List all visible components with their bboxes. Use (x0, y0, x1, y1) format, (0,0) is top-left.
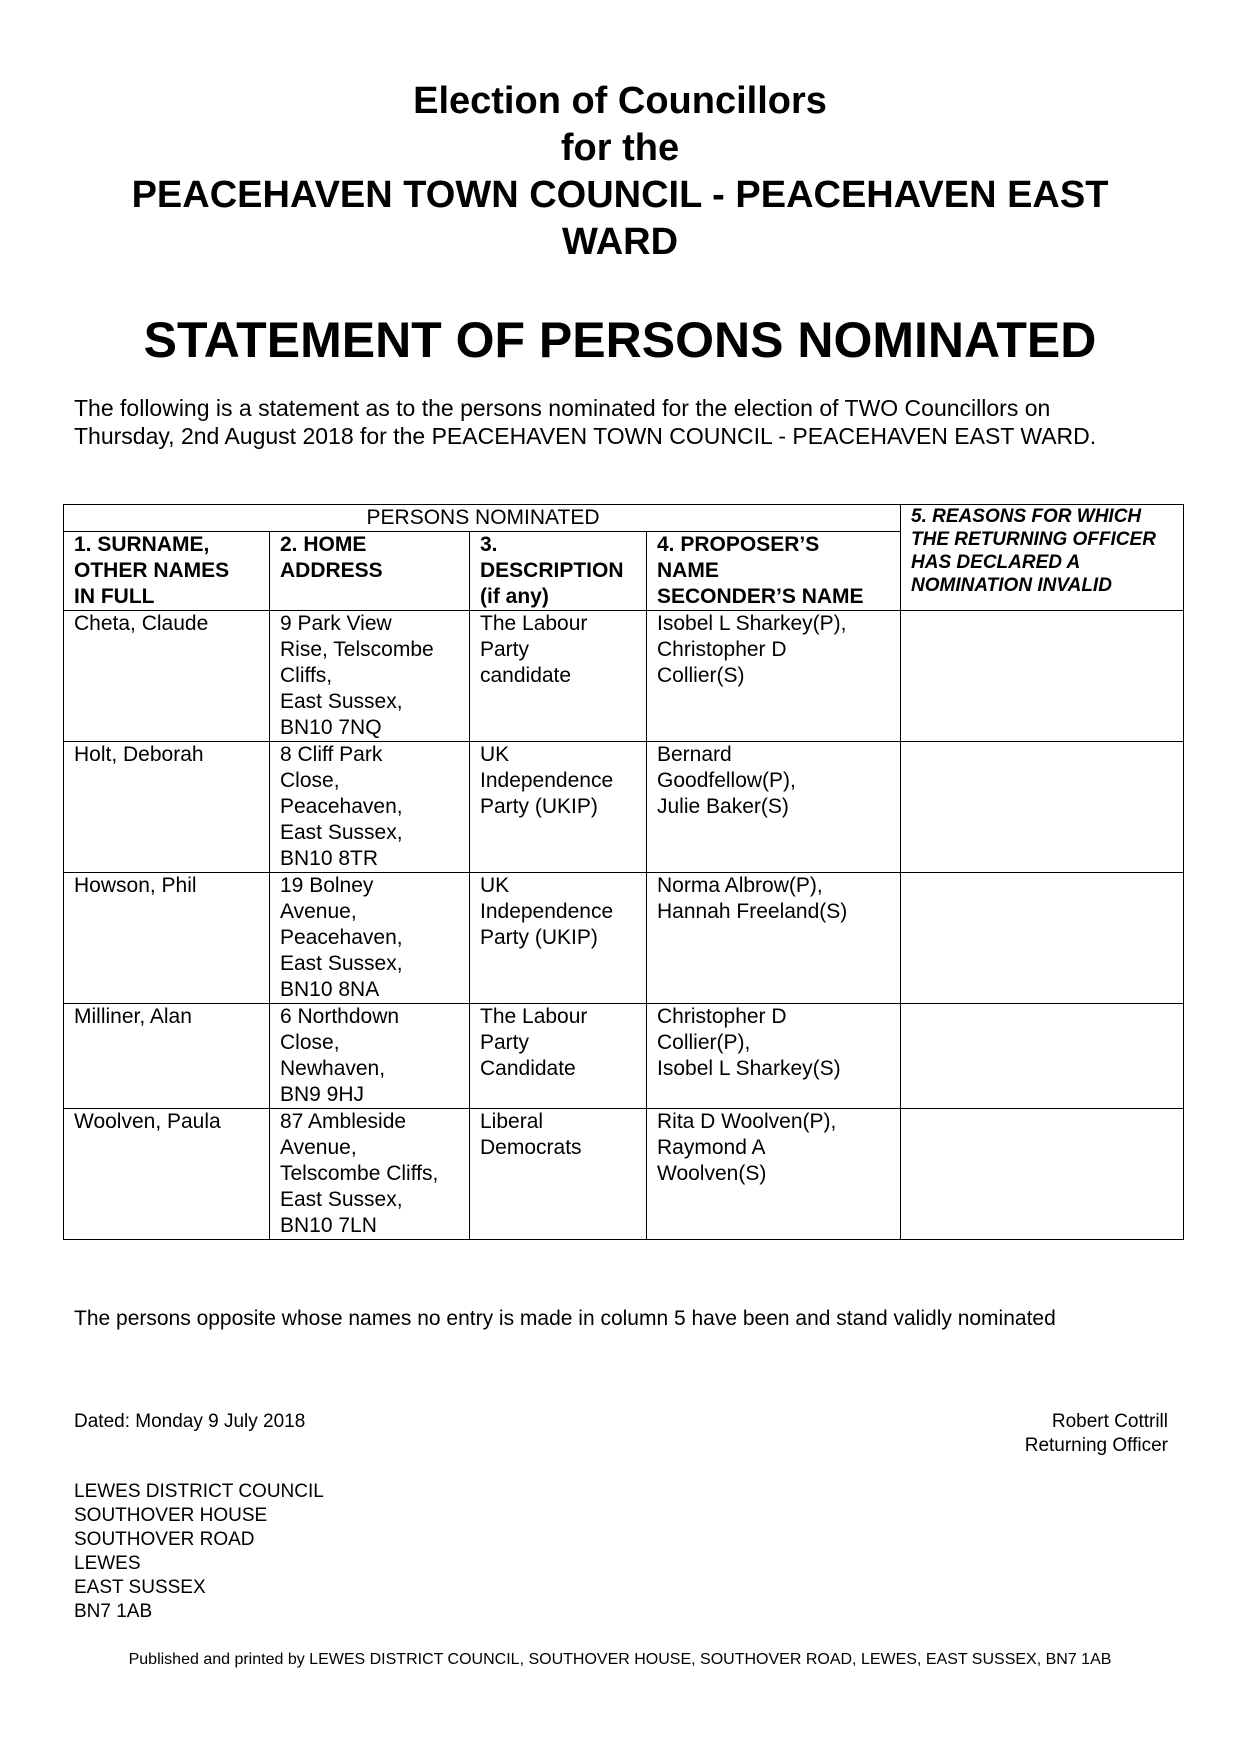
council-address (74, 1480, 324, 1624)
candidate-address: 9 Park View Rise, Telscombe Cliffs, East Sussex, BN10 7NQ (270, 611, 470, 742)
address-line: LEWES (74, 1553, 141, 1574)
candidate-reasons (901, 611, 1184, 742)
candidate-reasons (901, 873, 1184, 1004)
officer-role: Returning Officer (1024, 1435, 1168, 1456)
candidate-proposer: Bernard Goodfellow(P), Julie Baker(S) (647, 742, 901, 873)
table-row (64, 873, 1184, 1004)
title-line-2: for the (560, 127, 680, 169)
statement-heading: STATEMENT OF PERSONS NOMINATED (143, 312, 1097, 368)
candidate-description: The Labour Party Candidate (470, 1004, 647, 1109)
column-header-description: 3. DESCRIPTION (if any) (470, 532, 647, 611)
title-line-3: PEACEHAVEN TOWN COUNCIL - PEACEHAVEN EAST (131, 174, 1109, 216)
candidate-address: 19 Bolney Avenue, Peacehaven, East Sussex, BN10 8NA (270, 873, 470, 1004)
candidate-name: Howson, Phil (64, 873, 270, 1004)
column-header-reasons: 5. REASONS FOR WHICH THE RETURNING OFFICER HAS DECLARED A NOMINATION INVALID (901, 505, 1184, 611)
address-line: SOUTHOVER ROAD (74, 1529, 255, 1550)
candidate-description: UK Independence Party (UKIP) (470, 742, 647, 873)
candidate-proposer: Christopher D Collier(P), Isobel L Sharkey(S) (647, 1004, 901, 1109)
candidate-name: Milliner, Alan (64, 1004, 270, 1109)
election-title (80, 78, 1160, 266)
candidate-proposer: Rita D Woolven(P), Raymond A Woolven(S) (647, 1109, 901, 1240)
candidate-description: The Labour Party candidate (470, 611, 647, 742)
candidate-reasons (901, 742, 1184, 873)
address-line: BN7 1AB (74, 1601, 153, 1622)
candidate-description: Liberal Democrats (470, 1109, 647, 1240)
column-header-address: 2. HOME ADDRESS (270, 532, 470, 611)
candidate-name: Holt, Deborah (64, 742, 270, 873)
column-header-surname: 1. SURNAME, OTHER NAMES IN FULL (64, 532, 270, 611)
intro-paragraph: The following is a statement as to the persons nominated for the election of TWO Councillors on Thursday, 2nd August 2018 for the PEACEHAVEN TOWN COUNCIL - PEACEHAVEN EAST WARD. (74, 395, 1097, 449)
candidate-name: Cheta, Claude (64, 611, 270, 742)
address-line: LEWES DISTRICT COUNCIL (74, 1481, 324, 1502)
officer-name: Robert Cottrill (1051, 1411, 1168, 1432)
table-row (64, 1004, 1184, 1109)
nominations-table (63, 504, 1184, 1240)
candidate-reasons (901, 1004, 1184, 1109)
table-row (64, 742, 1184, 873)
title-line-4: WARD (561, 221, 679, 263)
candidate-address: 8 Cliff Park Close, Peacehaven, East Sussex, BN10 8TR (270, 742, 470, 873)
returning-officer (1025, 1410, 1168, 1458)
candidate-proposer: Norma Albrow(P), Hannah Freeland(S) (647, 873, 901, 1004)
candidate-address: 87 Ambleside Avenue, Telscombe Cliffs, East Sussex, BN10 7LN (270, 1109, 470, 1240)
date-statement: Dated: Monday 9 July 2018 (74, 1411, 306, 1432)
candidate-description: UK Independence Party (UKIP) (470, 873, 647, 1004)
publisher-footer: Published and printed by LEWES DISTRICT COUNCIL, SOUTHOVER HOUSE, SOUTHOVER ROAD, LEWES, EAST SUSSEX, BN7 1AB (128, 1651, 1112, 1668)
candidate-proposer: Isobel L Sharkey(P), Christopher D Collier(S) (647, 611, 901, 742)
title-line-1: Election of Councillors (413, 80, 827, 122)
persons-nominated-header: PERSONS NOMINATED (64, 505, 901, 532)
address-line: SOUTHOVER HOUSE (74, 1505, 268, 1526)
table-row (64, 1109, 1184, 1240)
candidate-reasons (901, 1109, 1184, 1240)
validity-note: The persons opposite whose names no entry is made in column 5 have been and stand validly nominated (74, 1307, 1056, 1330)
candidate-address: 6 Northdown Close, Newhaven, BN9 9HJ (270, 1004, 470, 1109)
column-header-proposer: 4. PROPOSER’S NAME SECONDER’S NAME (647, 532, 901, 611)
address-line: EAST SUSSEX (74, 1577, 206, 1598)
table-row (64, 611, 1184, 742)
candidate-name: Woolven, Paula (64, 1109, 270, 1240)
